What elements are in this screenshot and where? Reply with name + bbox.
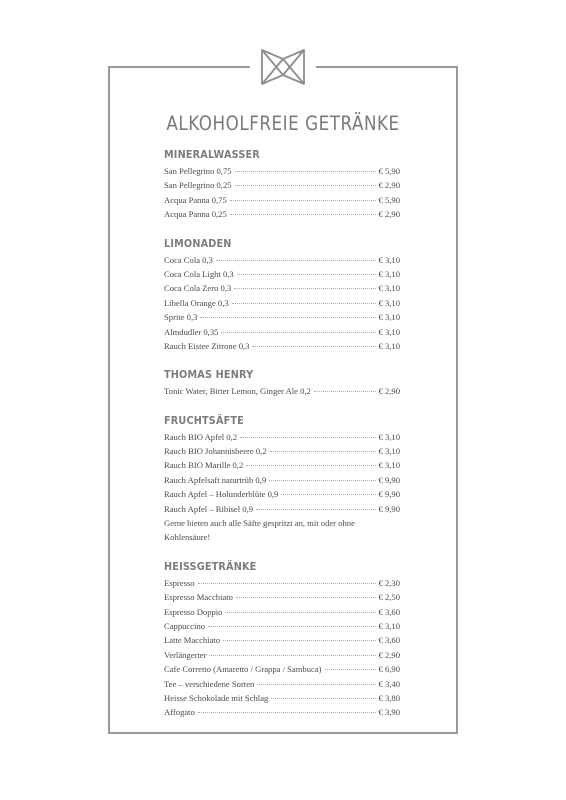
dot-leader <box>314 391 376 392</box>
item-name: Heisse Schokolade mit Schlag <box>164 692 269 703</box>
menu-item <box>164 325 400 339</box>
dot-leader <box>221 332 375 333</box>
menu-item <box>164 705 400 719</box>
menu-item <box>164 193 400 207</box>
dot-leader <box>230 214 376 215</box>
item-name: Affogato <box>164 707 195 718</box>
item-price: € 9,90 <box>378 474 400 485</box>
dot-leader <box>271 698 375 699</box>
section-title: MINERALWASSER <box>164 148 260 161</box>
section-note: Gerne bieten auch alle Säfte gespritzt an, mit oder ohne Kohlensäure! <box>164 518 355 543</box>
page-title: ALKOHOLFREIE GETRÄNKE <box>166 112 400 135</box>
item-price: € 3,10 <box>378 446 400 457</box>
item-name: San Pellegrino 0,25 <box>164 180 232 191</box>
item-name: Rauch Apfel – Ribisel 0,9 <box>164 503 254 514</box>
dot-leader <box>200 317 375 318</box>
dot-leader <box>252 346 375 347</box>
item-price: € 3,10 <box>378 340 400 351</box>
item-price: € 3,10 <box>378 283 400 294</box>
menu-section <box>164 235 400 354</box>
dot-leader <box>235 171 376 172</box>
item-price: € 2,50 <box>378 592 400 603</box>
menu-item <box>164 296 400 310</box>
item-name: Rauch Apfelsaft naturtrüb 0,9 <box>164 474 267 485</box>
dot-leader <box>208 626 375 627</box>
item-name: San Pellegrino 0,75 <box>164 166 232 176</box>
dot-leader <box>237 274 376 275</box>
menu-item <box>164 164 400 178</box>
item-price: € 3,10 <box>378 268 400 279</box>
item-name: Coca Cola Zero 0,3 <box>164 283 232 294</box>
section-title: LIMONADEN <box>164 236 232 250</box>
item-price: € 3,10 <box>378 431 400 442</box>
item-name: Coca Cola 0,3 <box>164 254 213 265</box>
item-price: € 3,10 <box>378 254 400 265</box>
item-name: Coca Cola Light 0,3 <box>164 268 234 279</box>
menu-item <box>164 662 400 676</box>
dot-leader <box>225 612 375 613</box>
dot-leader <box>270 451 376 452</box>
item-name: Rauch Eistee Zitrone 0,3 <box>164 340 250 351</box>
section-title: FRUCHTSÄFTE <box>164 413 244 427</box>
item-name: Espresso Doppio <box>164 606 223 617</box>
menu-item <box>164 473 400 487</box>
item-price: € 2,90 <box>378 649 400 660</box>
item-price: € 2,90 <box>378 386 400 397</box>
menu-item <box>164 267 400 281</box>
menu-item <box>164 339 400 353</box>
dot-leader <box>216 260 376 261</box>
item-name: Rauch BIO Apfel 0,2 <box>164 431 238 442</box>
section-title: THOMAS HENRY <box>164 368 254 382</box>
menu-item <box>164 207 400 221</box>
item-price: € 9,90 <box>378 503 400 514</box>
menu-item <box>164 677 400 691</box>
menu-item <box>164 281 400 295</box>
dot-leader <box>198 712 376 713</box>
item-price: € 5,90 <box>378 194 400 205</box>
item-name: Verlängerter <box>164 649 207 660</box>
item-name: Almdudler 0,35 <box>164 326 219 337</box>
bowtie-logo-icon <box>259 47 307 87</box>
dot-leader <box>240 437 375 438</box>
menu-item <box>164 648 400 662</box>
menu-section <box>164 412 400 545</box>
dot-leader <box>256 509 375 510</box>
dot-leader <box>209 655 375 656</box>
menu-item <box>164 590 400 604</box>
item-name: Sprite 0,3 <box>164 312 198 323</box>
item-name: Acqua Panna 0,25 <box>164 209 227 220</box>
item-price: € 3,60 <box>378 635 400 646</box>
dot-leader <box>236 597 376 598</box>
menu-item <box>164 384 400 398</box>
dot-leader <box>234 288 375 289</box>
item-name: Espresso <box>164 577 195 588</box>
dot-leader <box>269 480 375 481</box>
menu-item <box>164 502 400 516</box>
item-name: Cappuccino <box>164 621 206 632</box>
menu-item <box>164 619 400 633</box>
dot-leader <box>232 303 376 304</box>
item-price: € 9,90 <box>378 489 400 500</box>
menu-item <box>164 430 400 444</box>
item-name: Cafe Corretto (Amaretto / Grappa / Sambuca) <box>164 664 322 675</box>
menu-section <box>164 146 400 222</box>
item-price: € 3,10 <box>378 297 400 308</box>
dot-leader <box>246 465 375 466</box>
dot-leader <box>198 583 376 584</box>
dot-leader <box>235 185 376 186</box>
menu-item <box>164 633 400 647</box>
item-price: € 2,90 <box>378 180 400 191</box>
dot-leader <box>230 200 376 201</box>
item-price: € 5,90 <box>378 166 400 176</box>
menu-item <box>164 487 400 501</box>
item-name: Rauch BIO Johannisbeere 0,2 <box>164 446 267 457</box>
item-price: € 3,80 <box>378 692 400 703</box>
menu-item <box>164 178 400 192</box>
dot-leader <box>325 669 376 670</box>
item-price: € 2,30 <box>378 577 400 588</box>
item-price: € 3,10 <box>378 326 400 337</box>
menu-item <box>164 691 400 705</box>
item-name: Rauch Apfel – Holunderblüte 0,9 <box>164 489 279 500</box>
item-price: € 3,10 <box>378 621 400 632</box>
item-price: € 3,90 <box>378 707 400 718</box>
menu-section <box>164 366 400 398</box>
item-price: € 3,10 <box>378 312 400 323</box>
section-title: HEISSGETRÄNKE <box>164 559 257 573</box>
item-name: Espresso Macchiato <box>164 592 233 603</box>
menu-item <box>164 444 400 458</box>
menu-item <box>164 310 400 324</box>
item-price: € 3,60 <box>378 606 400 617</box>
menu-item <box>164 576 400 590</box>
item-name: Rauch BIO Marille 0,2 <box>164 460 244 471</box>
dot-leader <box>281 494 375 495</box>
menu-section <box>164 558 400 720</box>
item-name: Tonic Water, Bitter Lemon, Ginger Ale 0,2 <box>164 386 311 397</box>
item-price: € 2,90 <box>378 209 400 220</box>
menu-content <box>164 146 400 733</box>
item-price: € 3,10 <box>378 460 400 471</box>
item-name: Libella Orange 0,3 <box>164 297 229 308</box>
item-name: Acqua Panna 0,75 <box>164 194 227 205</box>
dot-leader <box>223 640 375 641</box>
item-price: € 6,90 <box>378 664 400 675</box>
item-name: Latte Macchiato <box>164 635 221 646</box>
item-name: Tee – verschiedene Sorten <box>164 678 255 689</box>
item-price: € 3,40 <box>378 678 400 689</box>
menu-item <box>164 253 400 267</box>
menu-item <box>164 458 400 472</box>
menu-item <box>164 605 400 619</box>
dot-leader <box>257 684 375 685</box>
